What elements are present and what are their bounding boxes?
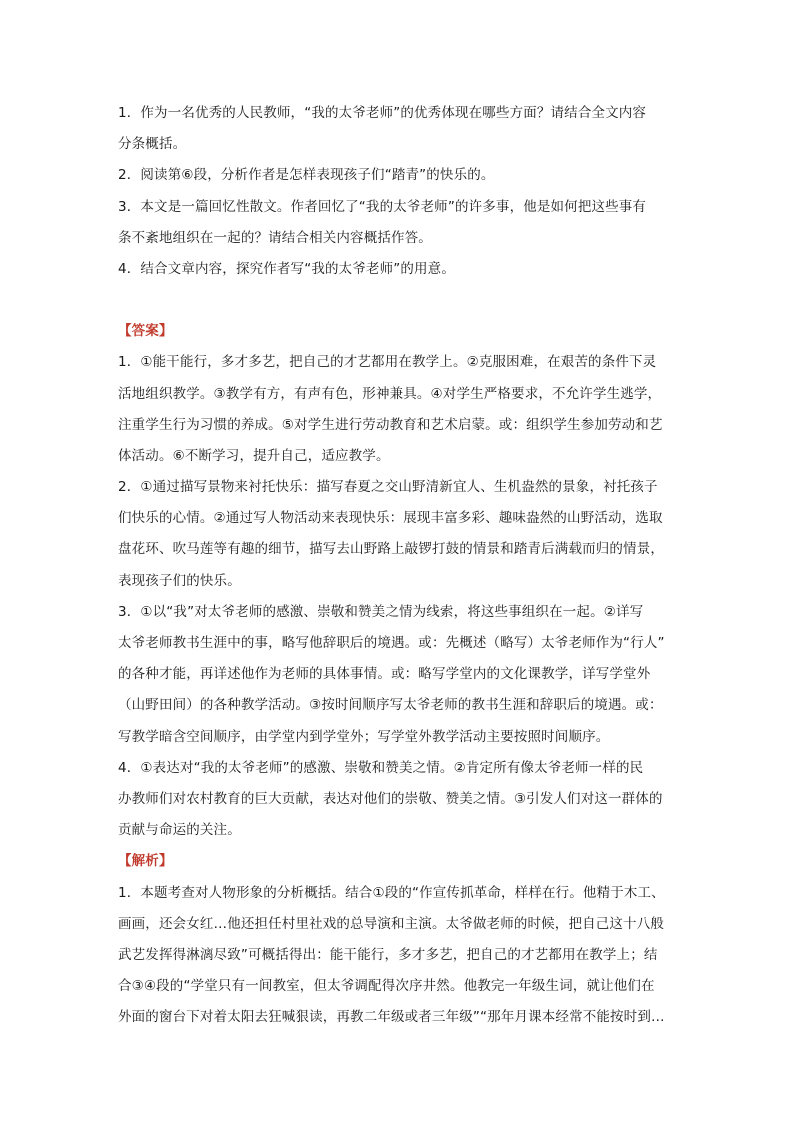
- answer-1-line-4: 体活动。⑥不断学习，提升自己，适应教学。: [118, 447, 390, 464]
- questions-section: [118, 98, 678, 285]
- question-4-line-1: 4．结合文章内容，探究作者写“我的太爷老师”的用意。: [118, 260, 455, 277]
- answer-3-line-4: （山野田间）的各种教学活动。③按时间顺序写太爷老师的教书生涯和辞职后的境遇。或：: [118, 697, 663, 714]
- answer-1-line-1: 1．①能干能行，多才多艺，把自己的才艺都用在教学上。②克服困难，在艰苦的条件下灵: [118, 354, 657, 371]
- answer-section: [118, 316, 678, 846]
- answer-3-line-3: 的各种才能，再详述他作为老师的具体事情。或：略写学堂内的文化课教学，详写学堂外: [118, 666, 651, 683]
- spacer: [118, 285, 678, 316]
- question-1-line-2: 分条概括。: [118, 136, 187, 153]
- answer-1-line-2: 活地组织教学。③教学有方，有声有色，形神兼具。④对学生严格要求，不允许学生逃学，: [118, 385, 662, 402]
- analysis-heading: 【解析】: [118, 853, 173, 870]
- analysis-line-5: 外面的窗台下对着太阳去狂喊狠读，再教二年级或者三年级”“那年月课本经常不能按时到…: [118, 1009, 665, 1026]
- question-3-line-2: 条不紊地组织在一起的？请结合相关内容概括作答。: [118, 229, 432, 246]
- analysis-line-3: 武艺发挥得淋漓尽致”可概括得出：能干能行，多才多艺，把自己的才艺都用在教学上；结: [118, 946, 658, 963]
- answer-4-line-2: 办教师们对农村教育的巨大贡献，表达对他们的崇敬、赞美之情。③引发人们对这一群体的: [118, 790, 663, 807]
- question-2-line-1: 2．阅读第⑥段，分析作者是怎样表现孩子们“踏青”的快乐的。: [118, 167, 495, 184]
- document-page: [118, 98, 678, 1033]
- answer-3-line-1: 3．①以“我”对太爷老师的感激、崇敬和赞美之情为线索，将这些事组织在一起。②详写: [118, 603, 644, 620]
- question-3-line-1: 3．本文是一篇回忆性散文。作者回忆了“我的太爷老师”的许多事，他是如何把这些事有: [118, 198, 647, 215]
- answer-2-line-4: 表现孩子们的快乐。: [118, 572, 241, 589]
- answer-4-line-3: 贡献与命运的关注。: [118, 822, 241, 839]
- answer-heading: 【答案】: [118, 323, 173, 340]
- answer-2-line-2: 们快乐的心情。②通过写人物活动来表现快乐：展现丰富多彩、趣味盎然的山野活动，选取: [118, 510, 663, 527]
- analysis-line-4: 合③④段的“学堂只有一间教室，但太爷调配得次序井然。他教完一年级生词，就让他们在: [118, 978, 655, 995]
- answer-2-line-1: 2．①通过描写景物来衬托快乐：描写春夏之交山野清新宜人、生机盎然的景象，衬托孩子: [118, 479, 658, 496]
- answer-3-line-2: 太爷老师教书生涯中的事，略写他辞职后的境遇。或：先概述（略写）太爷老师作为“行人”: [118, 635, 665, 651]
- answer-2-line-3: 盘花环、吹马莲等有趣的细节，描写去山野路上敲锣打鼓的情景和踏青后满载而归的情景，: [118, 541, 664, 558]
- answer-3-line-5: 写教学暗含空间顺序，由学堂内到学堂外；写学堂外教学活动主要按照时间顺序。: [118, 728, 610, 745]
- analysis-line-1: 1．本题考查对人物形象的分析概括。结合①段的“作宣传抓革命，样样在行。他精于木工、: [118, 884, 665, 901]
- answer-4-line-1: 4．①表达对“我的太爷老师”的感激、崇敬和赞美之情。②肯定所有像太爷老师一样的民: [118, 759, 644, 776]
- question-1-line-1: 1．作为一名优秀的人民教师，“我的太爷老师”的优秀体现在哪些方面？请结合全文内容: [118, 105, 647, 121]
- analysis-line-2: 画画，还会女红…他还担任村里社戏的总导演和主演。太爷做老师的时候，把自己这十八般: [118, 915, 664, 932]
- analysis-section: [118, 846, 678, 1033]
- answer-1-line-3: 注重学生行为习惯的养成。⑤对学生进行劳动教育和艺术启蒙。或：组织学生参加劳动和艺: [118, 416, 663, 433]
